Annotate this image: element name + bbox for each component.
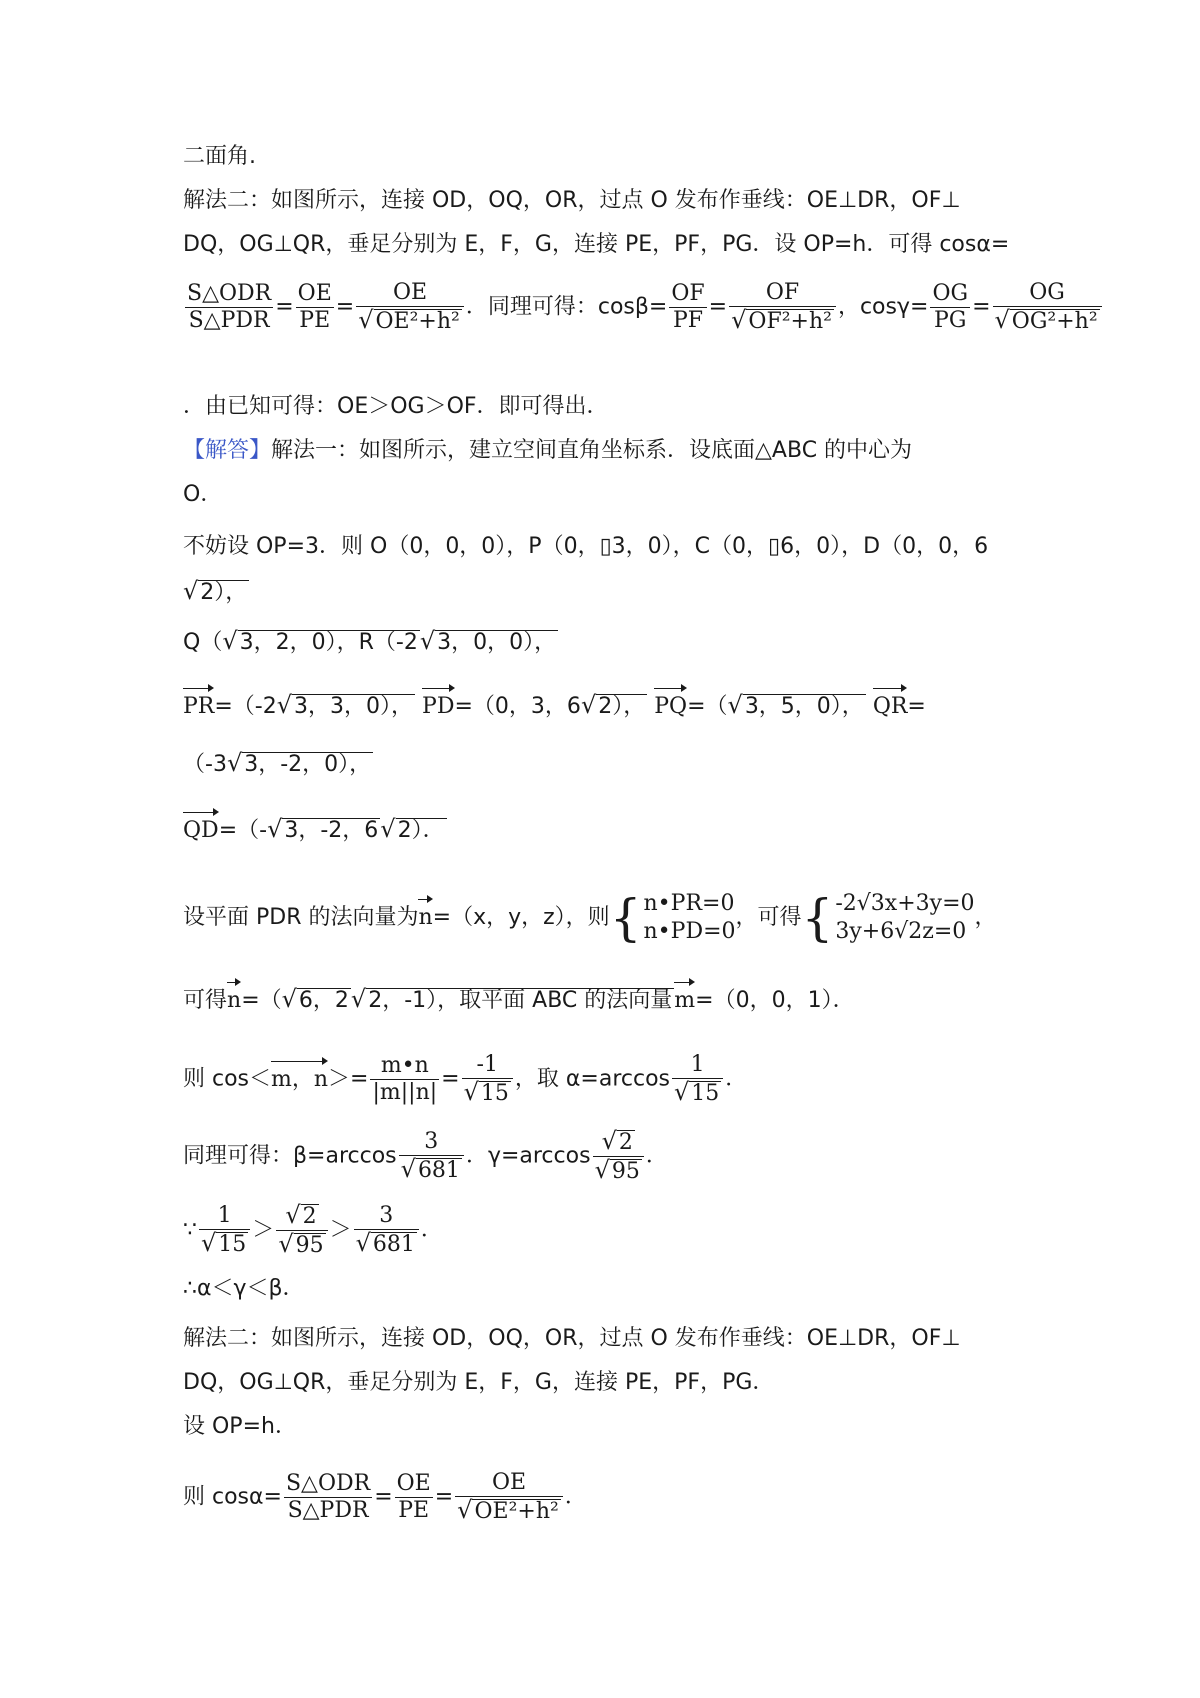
fraction: $\frac{m•n}{|m||n|}$ <box>372 1053 438 1105</box>
fraction: $\frac{OE}{PE}$ <box>297 281 332 333</box>
fraction: $\frac{1}{√15}$ <box>199 1203 250 1258</box>
fraction: $\frac{OG}{PG}$ <box>932 281 969 333</box>
text-line: 可得n=（√6，2√2，-1），取平面 ABC 的法向量m=（0，0，1）． <box>183 980 855 1016</box>
text-line: Q（√3，2，0），R（-2√3，0，0）， <box>183 627 557 655</box>
text-line: ．由已知可得：OE＞OG＞OF．即可得出． <box>183 394 609 419</box>
text-line: O． <box>183 482 223 507</box>
text-line: 二面角. <box>183 144 256 169</box>
fraction: $\frac{\text{S△ODR}}{\text{S△PDR}}$ <box>187 281 272 333</box>
fraction: $\frac{OG}{\text{√OG²+h²}}$ <box>993 280 1102 335</box>
fraction: $\frac{√2}{√95}$ <box>593 1128 644 1185</box>
text-line: PR=（-2√3，3，0）， PD=（0，3，6√2）， PQ=（√3，5，0）， QR= <box>183 686 926 722</box>
text-line: DQ，OG⊥QR，垂足分别为 E，F，G，连接 PE，PF，PG． <box>183 1370 775 1395</box>
text-line: √2）， <box>183 577 248 605</box>
formula-line: 同理可得：β=arccos $\frac{3}{√681}$ ．γ=arccos $\frac{√2}{√95}$ ． <box>183 1127 668 1184</box>
text-line: 设平面 PDR 的法向量为n=（x，y，z），则{ n•PR=0 n•PD=0 ，可得{ -2√3x+3y=0 3y+6√2z=0 ， <box>183 889 997 947</box>
text-line: ∴α＜γ＜β． <box>183 1276 305 1301</box>
fraction: $\frac{3}{√681}$ <box>354 1203 419 1258</box>
formula-line: 则 cosα= $\frac{\text{S△ODR}}{\text{S△PDR}}$ = $\frac{OE}{PE}$ = $\frac{OE}{\text{√OE²+h²}}$ ． <box>183 1470 587 1524</box>
fraction: $\frac{\text{S△ODR}}{\text{S△PDR}}$ <box>285 1471 371 1523</box>
text-line: 设 OP=h． <box>183 1414 297 1439</box>
fraction: $\frac{OE}{PE}$ <box>396 1471 431 1523</box>
text-line: 解法二：如图所示，连接 OD，OQ，OR，过点 O 发布作垂线：OE⊥DR，OF⊥ <box>183 1326 961 1351</box>
fraction: $\frac{-1}{√15}$ <box>462 1052 513 1107</box>
formula-line: ∵ $\frac{1}{√15}$ ＞ $\frac{√2}{√95}$ ＞ $\frac{3}{√681}$ ． <box>183 1201 443 1258</box>
fraction: $\frac{OF}{\text{√OF²+h²}}$ <box>729 280 836 335</box>
fraction: $\frac{OF}{PF}$ <box>671 281 705 333</box>
text-line: 【解答】解法一：如图所示，建立空间直角坐标系．设底面△ABC 的中心为 <box>183 438 913 463</box>
equation-system: -2√3x+3y=0 3y+6√2z=0 <box>835 891 975 944</box>
equation-system: n•PR=0 n•PD=0 <box>643 891 736 944</box>
fraction: $\frac{OE}{\text{√OE²+h²}}$ <box>356 280 464 335</box>
text-line: 不妨设 OP=3．则 O（0，0，0），P（0，▯3，0），C（0，▯6，0），D（0，0，6 <box>183 534 989 559</box>
fraction: $\frac{√2}{√95}$ <box>276 1202 327 1259</box>
text-line: 解法二：如图所示，连接 OD，OQ，OR，过点 O 发布作垂线：OE⊥DR，OF⊥ <box>183 188 961 213</box>
formula-line: 则 cos＜m，n＞= $\frac{m•n}{|m||n|}$ = $\frac{-1}{√15}$ ，取 α=arccos $\frac{1}{√15}$ ． <box>183 1052 748 1106</box>
text-line: QD=（-√3，-2，6√2）． <box>183 810 447 846</box>
formula-line: $\frac{\text{S△ODR}}{\text{S△PDR}}$ = $\frac{OE}{PE}$ = $\frac{OE}{\text{√OE²+h²}}$ ．同理可得：cosβ= $\frac{OF}{PF}$ = $\frac{OF}{\text{√OF²+h²}}$ ，cosγ= $\frac{OG}{PG}$ = $\frac{OG}{\text{√OG²+h²}}$ <box>183 280 1104 335</box>
fraction: $\frac{OE}{\text{√OE²+h²}}$ <box>455 1470 563 1525</box>
text-line: （-3√3，-2，0）， <box>183 749 372 777</box>
fraction: $\frac{1}{√15}$ <box>672 1052 723 1107</box>
answer-tag: 【解答】 <box>183 438 272 463</box>
fraction: $\frac{3}{√681}$ <box>399 1129 464 1184</box>
text-line: DQ，OG⊥QR，垂足分别为 E，F，G，连接 PE，PF，PG．设 OP=h．可得 cosα= <box>183 232 1010 257</box>
